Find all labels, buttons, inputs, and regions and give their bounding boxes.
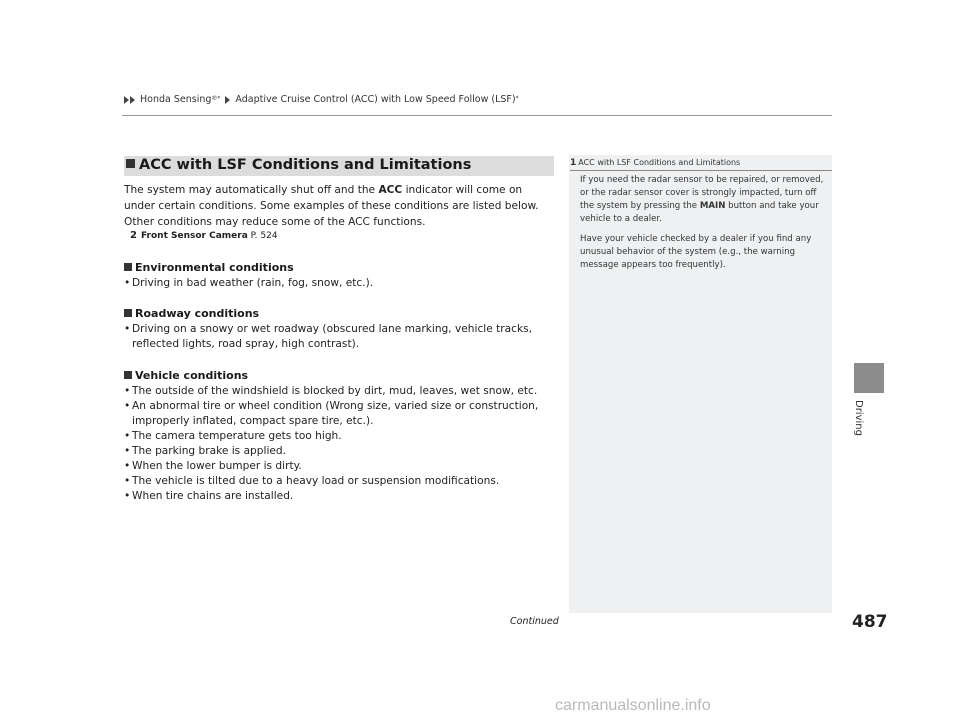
side-note-title	[570, 158, 740, 168]
reference-arrow-icon: 2	[130, 230, 137, 241]
list-item-text: The vehicle is tilted due to a heavy load or suspension modifications.	[132, 475, 500, 487]
list-item: • The vehicle is tilted due to a heavy load or suspension modifications.	[124, 475, 500, 487]
watermark: carmanualsonline.info	[555, 697, 711, 714]
group-heading-environmental	[124, 261, 294, 274]
intro-text: The system may automatically shut off and the	[124, 184, 379, 196]
note-paragraph: Have your vehicle checked by a dealer if you find any unusual behavior of the system (e.g., the warning message appears too frequently).	[580, 234, 812, 270]
square-bullet-icon	[124, 371, 132, 379]
list-item-text: Driving on a snowy or wet roadway (obscured lane marking, vehicle tracks, reflected lights, road spray, high contrast).	[132, 323, 532, 350]
bullet-list-environmental	[124, 276, 554, 291]
note-text: If you need the radar sensor to be repaired, or removed, or the radar sensor cover is strongly impacted, turn off the system by pressing the	[580, 175, 824, 211]
group-title: Vehicle conditions	[135, 369, 249, 382]
cross-reference-link[interactable]	[130, 230, 278, 241]
acc-indicator-term: ACC	[378, 184, 403, 196]
list-item-text: An abnormal tire or wheel condition (Wrong size, varied size or construction, improperly inflated, compact spare tire, etc.).	[132, 400, 539, 427]
list-item-text: Driving in bad weather (rain, fog, snow, etc.).	[132, 277, 374, 289]
note-marker-icon: 1	[570, 158, 577, 168]
intro-paragraph	[124, 182, 554, 230]
main-button-term: MAIN	[699, 201, 726, 211]
bullet-list-vehicle	[124, 384, 554, 504]
group-heading-roadway	[124, 307, 259, 320]
intro-text-cont: indicator will come on under certain conditions. Some examples of these conditions are listed below. Other conditions may reduce some of the ACC functions.	[124, 184, 539, 228]
group-title: Roadway conditions	[135, 307, 260, 320]
list-item-text: When the lower bumper is dirty.	[132, 460, 302, 472]
list-item: • Driving on a snowy or wet roadway (obscured lane marking, vehicle tracks, reflected lights, road spray, high contrast).	[124, 323, 532, 350]
list-item: • The parking brake is applied.	[124, 445, 287, 457]
list-item: • The outside of the windshield is blocked by dirt, mud, leaves, wet snow, etc.	[124, 385, 538, 397]
note-title-text: ACC with LSF Conditions and Limitations	[578, 158, 741, 167]
section-title: ACC with LSF Conditions and Limitations	[139, 157, 472, 173]
header-divider	[122, 115, 832, 116]
note-text-cont: button and take your vehicle to a dealer.	[580, 201, 819, 224]
list-item: • When tire chains are installed.	[124, 490, 294, 502]
list-item: • An abnormal tire or wheel condition (Wrong size, varied size or construction, improperly inflated, compact spare tire, etc.).	[124, 400, 539, 427]
list-item: • When the lower bumper is dirty.	[124, 460, 302, 472]
square-bullet-icon	[124, 263, 132, 271]
group-title: Environmental conditions	[135, 261, 294, 274]
bullet-list-roadway	[124, 322, 554, 352]
list-item-text: When tire chains are installed.	[132, 490, 294, 502]
breadcrumb-item-honda-sensing[interactable]: Honda Sensing	[140, 94, 212, 105]
note-paragraph	[580, 174, 824, 226]
breadcrumb-item-acc[interactable]: Adaptive Cruise Control (ACC) with Low Speed Follow (LSF)	[235, 94, 516, 105]
square-bullet-icon	[124, 309, 132, 317]
breadcrumb-arrow-icon	[124, 96, 136, 104]
list-item: • The camera temperature gets too high.	[124, 430, 342, 442]
xref-page: P. 524	[247, 231, 278, 241]
list-item-text: The outside of the windshield is blocked by dirt, mud, leaves, wet snow, etc.	[132, 385, 538, 397]
list-item: • Driving in bad weather (rain, fog, snow, etc.).	[124, 277, 374, 289]
section-heading	[126, 157, 471, 173]
xref-title[interactable]: Front Sensor Camera	[140, 231, 248, 241]
group-heading-vehicle	[124, 369, 248, 382]
breadcrumb	[124, 94, 519, 105]
side-note-divider	[570, 170, 832, 171]
square-bullet-icon	[126, 159, 135, 168]
breadcrumb-superscript: *	[515, 95, 519, 102]
side-note-body	[580, 174, 824, 279]
chapter-tab-marker	[854, 363, 884, 393]
breadcrumb-arrow-icon	[225, 96, 231, 104]
chapter-tab-label[interactable]: Driving	[853, 400, 864, 436]
list-item-text: The camera temperature gets too high.	[132, 430, 342, 442]
page-number: 487	[852, 612, 888, 632]
continued-label: Continued	[510, 616, 559, 627]
list-item-text: The parking brake is applied.	[132, 445, 287, 457]
breadcrumb-superscript: ®*	[211, 95, 221, 102]
